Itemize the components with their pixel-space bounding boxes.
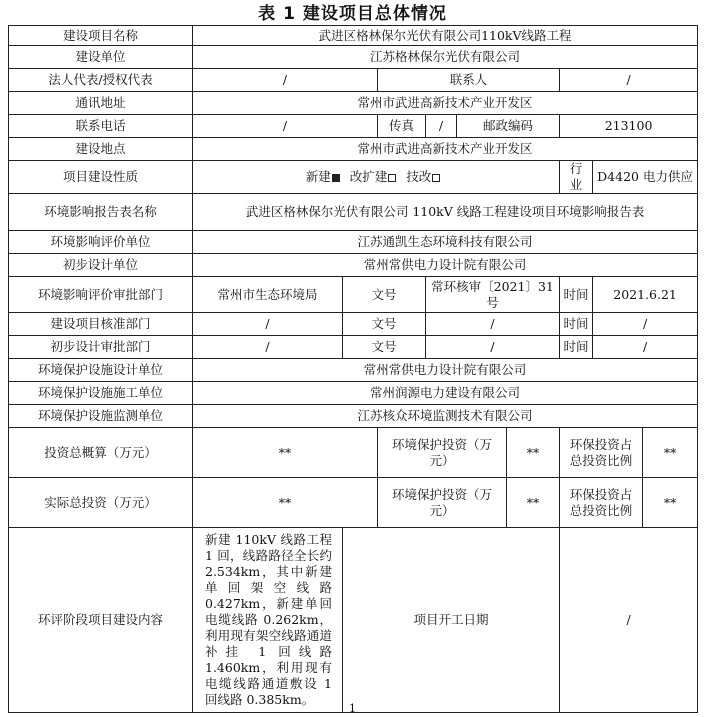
- location-value: 常州市武进高新技术产业开发区: [193, 138, 698, 161]
- nature-options: [193, 161, 560, 194]
- row-label: 建设项目核准部门: [9, 313, 193, 336]
- prelim-design-value: 常州常供电力设计院有限公司: [193, 254, 698, 277]
- table-row: [9, 115, 698, 138]
- row-label: 环境影响评价单位: [9, 231, 193, 254]
- row-label: 通讯地址: [9, 92, 193, 115]
- eia-unit-value: 江苏通凯生态环境科技有限公司: [193, 231, 698, 254]
- actual-value: **: [193, 478, 378, 528]
- legal-rep-value: /: [193, 69, 378, 92]
- row-label: 初步设计单位: [9, 254, 193, 277]
- env-ratio-label: 环保投资占总投资比例: [560, 428, 643, 478]
- postcode-label: 邮政编码: [457, 115, 560, 138]
- table-row: [9, 478, 698, 528]
- table-row: [9, 382, 698, 405]
- table-row: [9, 69, 698, 92]
- time-label: 时间: [560, 277, 593, 313]
- table-title: 表 1 建设项目总体情况: [258, 4, 447, 24]
- page-number: 1: [349, 702, 356, 715]
- env-ratio-value: **: [643, 478, 698, 528]
- time-value: /: [593, 313, 698, 336]
- table-row: [9, 313, 698, 336]
- checked-box-icon: [332, 174, 340, 182]
- doc-value: /: [426, 313, 560, 336]
- table-row: [9, 428, 698, 478]
- table-row: [9, 405, 698, 428]
- report-name-value: 武进区格林保尔光伏有限公司 110kV 线路工程建设项目环境影响报告表: [193, 194, 698, 231]
- unchecked-box-icon: [432, 174, 440, 182]
- option-new-label: 新建: [305, 169, 331, 184]
- fax-label: 传真: [378, 115, 426, 138]
- table-row: [9, 336, 698, 359]
- env-invest-label: 环境保护投资（万元）: [378, 428, 507, 478]
- doc-label: 文号: [343, 277, 426, 313]
- table-row: [9, 161, 698, 194]
- env-invest-label: 环境保护投资（万元）: [378, 478, 507, 528]
- table-row: [9, 46, 698, 69]
- row-label: 环评阶段项目建设内容: [9, 528, 193, 713]
- row-label: 环境影响报告表名称: [9, 194, 193, 231]
- contact-label: 联系人: [378, 69, 560, 92]
- address-value: 常州市武进高新技术产业开发区: [193, 92, 698, 115]
- eia-approval-dept: 常州市生态环境局: [193, 277, 343, 313]
- start-date-value: /: [560, 528, 698, 713]
- unchecked-box-icon: [388, 174, 396, 182]
- industry-value: D4420 电力供应: [593, 161, 698, 194]
- doc-label: 文号: [343, 336, 426, 359]
- doc-value: /: [426, 336, 560, 359]
- table-row: [9, 138, 698, 161]
- env-ratio-value: **: [643, 428, 698, 478]
- doc-value: 常环核审〔2021〕31 号: [426, 277, 560, 313]
- project-overview-table: [8, 25, 698, 713]
- row-label: 环境影响评价审批部门: [9, 277, 193, 313]
- row-label: 实际总投资（万元）: [9, 478, 193, 528]
- construction-content-text: 新建 110kV 线路工程 1 回，线路路径全长约 2.534km，其中新建单回架空线路 0.427km，新建单回电缆线路 0.262km，利用现有架空线路通道补挂 1 回线路 1.460km，利用现有电缆线路通道敷设 1 回线路 0.385km。: [193, 528, 343, 713]
- row-label: 建设项目名称: [9, 26, 193, 46]
- table-row: [9, 194, 698, 231]
- row-label: 建设单位: [9, 46, 193, 69]
- row-label: 环境保护设施设计单位: [9, 359, 193, 382]
- option-expand-label: 改扩建: [349, 169, 388, 184]
- env-design-value: 常州常供电力设计院有限公司: [193, 359, 698, 382]
- table-row: [9, 92, 698, 115]
- project-approval-dept: /: [193, 313, 343, 336]
- option-tech-label: 技改: [406, 169, 432, 184]
- row-label: 建设地点: [9, 138, 193, 161]
- table-row: [9, 528, 698, 713]
- phone-value: /: [193, 115, 378, 138]
- time-value: 2021.6.21: [593, 277, 698, 313]
- row-label: 初步设计审批部门: [9, 336, 193, 359]
- table-row: [9, 254, 698, 277]
- env-ratio-label: 环保投资占总投资比例: [560, 478, 643, 528]
- time-label: 时间: [560, 313, 593, 336]
- budget-value: **: [193, 428, 378, 478]
- table-row: [9, 231, 698, 254]
- row-label: 项目建设性质: [9, 161, 193, 194]
- industry-label: 行业: [560, 161, 593, 194]
- design-approval-dept: /: [193, 336, 343, 359]
- time-value: /: [593, 336, 698, 359]
- start-date-label: 项目开工日期: [343, 528, 560, 713]
- env-invest-value: **: [507, 428, 560, 478]
- project-name-value: 武进区格林保尔光伏有限公司110kV线路工程: [193, 26, 698, 46]
- table-row: [9, 277, 698, 313]
- doc-label: 文号: [343, 313, 426, 336]
- contact-value: /: [560, 69, 698, 92]
- fax-value: /: [426, 115, 457, 138]
- row-label: 法人代表/授权代表: [9, 69, 193, 92]
- row-label: 环境保护设施监测单位: [9, 405, 193, 428]
- table-row: [9, 359, 698, 382]
- row-label: 投资总概算（万元）: [9, 428, 193, 478]
- env-construct-value: 常州润源电力建设有限公司: [193, 382, 698, 405]
- row-label: 联系电话: [9, 115, 193, 138]
- env-monitor-value: 江苏核众环境监测技术有限公司: [193, 405, 698, 428]
- postcode-value: 213100: [560, 115, 698, 138]
- time-label: 时间: [560, 336, 593, 359]
- row-label: 环境保护设施施工单位: [9, 382, 193, 405]
- builder-value: 江苏格林保尔光伏有限公司: [193, 46, 698, 69]
- table-row: [9, 26, 698, 46]
- env-invest-value: **: [507, 478, 560, 528]
